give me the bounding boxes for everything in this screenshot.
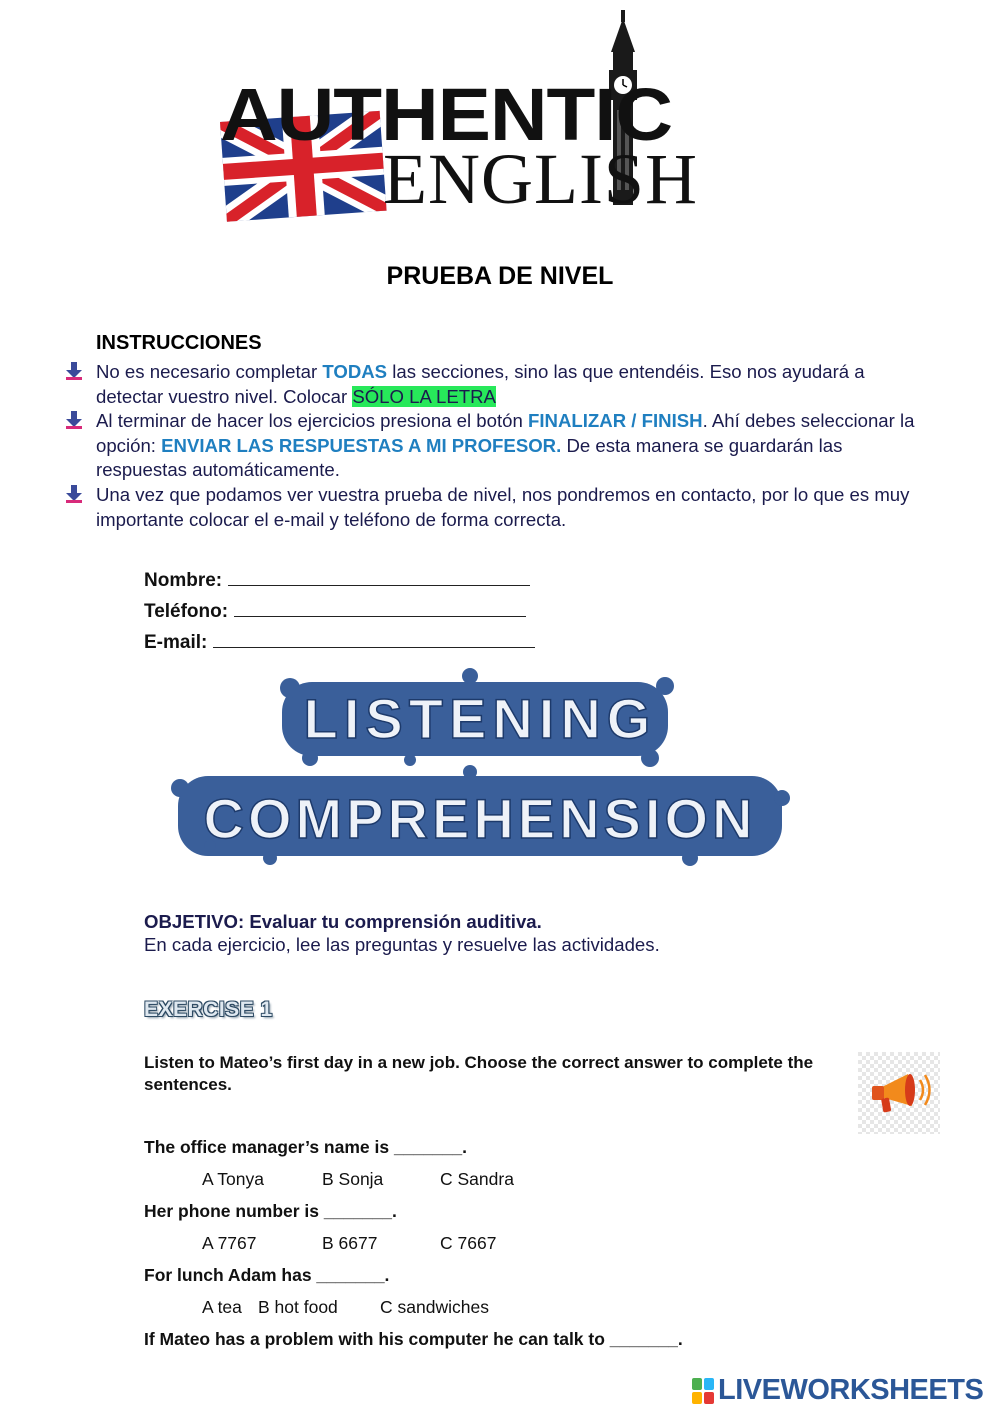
question-1: The office manager’s name is _______. — [144, 1137, 467, 1157]
page-title: PRUEBA DE NIVEL — [386, 262, 614, 290]
highlight-todas: TODAS — [322, 361, 388, 382]
option-b[interactable]: B hot food — [258, 1297, 338, 1317]
down-arrow-bullet-icon — [66, 362, 82, 380]
logo-word-english: ENGLISH — [383, 139, 698, 219]
name-field — [144, 567, 530, 592]
listening-comprehension-banner — [170, 668, 790, 866]
liveworksheets-logo — [692, 1374, 992, 1408]
objective-label: OBJETIVO: Evaluar tu comprensión auditiva. — [144, 911, 542, 932]
banner-line-comprehension: COMPREHENSION — [203, 787, 757, 850]
down-arrow-bullet-icon — [66, 411, 82, 429]
phone-field — [144, 598, 526, 623]
option-c[interactable]: C Sandra — [440, 1169, 514, 1189]
name-label: Nombre: — [144, 570, 223, 591]
question-4: If Mateo has a problem with his computer he can talk to _______. — [144, 1329, 683, 1349]
down-arrow-bullet-icon — [66, 485, 82, 503]
question-3: For lunch Adam has _______. — [144, 1265, 390, 1285]
option-a[interactable]: A tea — [202, 1297, 242, 1317]
banner-line-listening: LISTENING — [303, 687, 657, 750]
objective-text: En cada ejercicio, lee las preguntas y resuelve las actividades. — [144, 934, 660, 955]
email-field — [144, 629, 535, 654]
logo-word-authentic: AUTHENTIC — [220, 73, 673, 156]
highlight-solo-la-letra: SÓLO LA LETRA — [352, 385, 496, 407]
email-input[interactable] — [213, 629, 535, 648]
liveworksheets-icon — [692, 1378, 714, 1404]
megaphone-audio-icon[interactable] — [858, 1052, 940, 1134]
option-a[interactable]: A Tonya — [202, 1169, 264, 1189]
objective-block — [144, 910, 660, 956]
instruction-bullet-3: Una vez que podamos ver vuestra prueba de nivel, nos pondremos en contacto, por lo que es muy importante colocar el e-mail y teléfono de forma correcta. — [66, 483, 916, 532]
option-c[interactable]: C 7667 — [440, 1233, 497, 1253]
instruction-bullet-2: Al terminar de hacer los ejercicios presiona el botón FINALIZAR / FINISH. Ahí debes seleccionar la opción: ENVIAR LAS RESPUESTAS A MI PROFESOR. De esta manera se guardarán las respuestas automáticamente. — [66, 409, 916, 483]
email-label: E-mail: — [144, 632, 208, 653]
liveworksheets-brand: LIVEWORKSHEETS — [718, 1374, 984, 1406]
instructions-heading: INSTRUCCIONES — [96, 332, 262, 354]
phone-label: Teléfono: — [144, 601, 229, 622]
highlight-finalizar: FINALIZAR / FINISH — [528, 410, 703, 431]
question-2: Her phone number is _______. — [144, 1201, 397, 1221]
option-a[interactable]: A 7767 — [202, 1233, 257, 1253]
instruction-bullet-1: No es necesario completar TODAS las secciones, sino las que entendéis. Eso nos ayudará a detectar vuestro nivel. Colocar SÓLO LA LETRA — [66, 360, 916, 409]
option-b[interactable]: B 6677 — [322, 1233, 378, 1253]
highlight-enviar: ENVIAR LAS RESPUESTAS A MI PROFESOR. — [161, 434, 562, 456]
option-c[interactable]: C sandwiches — [380, 1297, 489, 1317]
authentic-english-logo — [215, 10, 755, 235]
phone-input[interactable] — [234, 598, 526, 617]
name-input[interactable] — [228, 567, 530, 586]
exercise-instruction: Listen to Mateo’s first day in a new job. Choose the correct answer to complete the sentences. — [144, 1053, 814, 1094]
option-b[interactable]: B Sonja — [322, 1169, 384, 1189]
exercise-title: EXERCISE 1 — [144, 998, 273, 1021]
